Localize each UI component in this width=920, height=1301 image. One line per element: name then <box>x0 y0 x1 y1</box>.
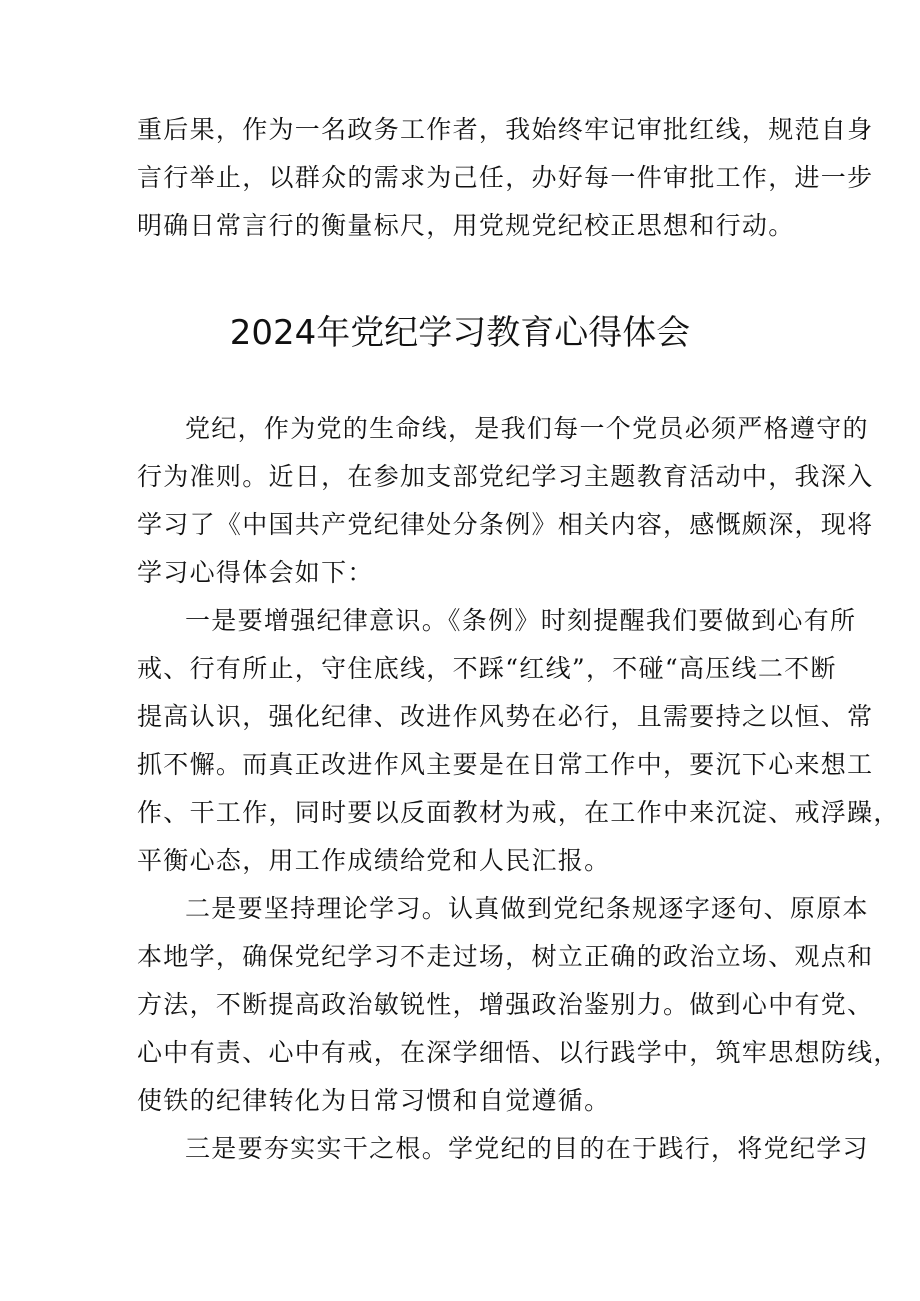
paragraph-4 <box>137 1125 869 1173</box>
paragraph-3 <box>137 885 900 1125</box>
text-line: 心中有责、心中有戒，在深学细悟、以行践学中，筑牢思想防线， <box>137 1038 900 1067</box>
intro-paragraph <box>137 106 874 250</box>
text-line: 三是要夯实实干之根。学党纪的目的在于践行，将党纪学习 <box>185 1134 869 1163</box>
paragraph-1 <box>137 405 874 597</box>
paragraph-2 <box>137 597 900 885</box>
text-line: 学习心得体会如下： <box>137 558 374 587</box>
text-line: 党纪，作为党的生命线，是我们每一个党员必须严格遵守的 <box>185 414 869 443</box>
text-line: 本地学，确保党纪学习不走过场，树立正确的政治立场、观点和 <box>137 942 874 971</box>
text-line: 二是要坚持理论学习。认真做到党纪条规逐字逐句、原原本 <box>185 894 869 923</box>
body-paragraphs <box>137 405 900 1173</box>
text-line: 明确日常言行的衡量标尺，用党规党纪校正思想和行动。 <box>137 211 795 240</box>
text-line: 使铁的纪律转化为日常习惯和自觉遵循。 <box>137 1086 611 1115</box>
text-line: 戒、行有所止，守住底线，不踩“红线”，不碰“高压线二不断 <box>137 654 837 683</box>
text-line: 作、干工作，同时要以反面教材为戒，在工作中来沉淀、戒浮躁， <box>137 798 900 827</box>
text-line: 抓不懈。而真正改进作风主要是在日常工作中，要沉下心来想工 <box>137 750 874 779</box>
text-line: 行为准则。近日，在参加支部党纪学习主题教育活动中，我深入 <box>137 462 874 491</box>
text-line: 一是要增强纪律意识。《条例》时刻提醒我们要做到心有所 <box>185 606 857 635</box>
text-line: 提高认识，强化纪律、改进作风势在必行，且需要持之以恒、常 <box>137 702 874 731</box>
document-title: 2024年党纪学习教育心得体会 <box>229 313 691 353</box>
text-line: 言行举止，以群众的需求为己任，办好每一件审批工作，进一步 <box>137 163 874 192</box>
text-line: 重后果，作为一名政务工作者，我始终牢记审批红线，规范自身 <box>137 115 874 144</box>
text-line: 方法，不断提高政治敏锐性，增强政治鉴别力。做到心中有党、 <box>137 990 874 1019</box>
text-line: 平衡心态，用工作成绩给党和人民汇报。 <box>137 846 611 875</box>
text-line: 学习了《中国共产党纪律处分条例》相关内容，感慨颇深，现将 <box>137 510 874 539</box>
